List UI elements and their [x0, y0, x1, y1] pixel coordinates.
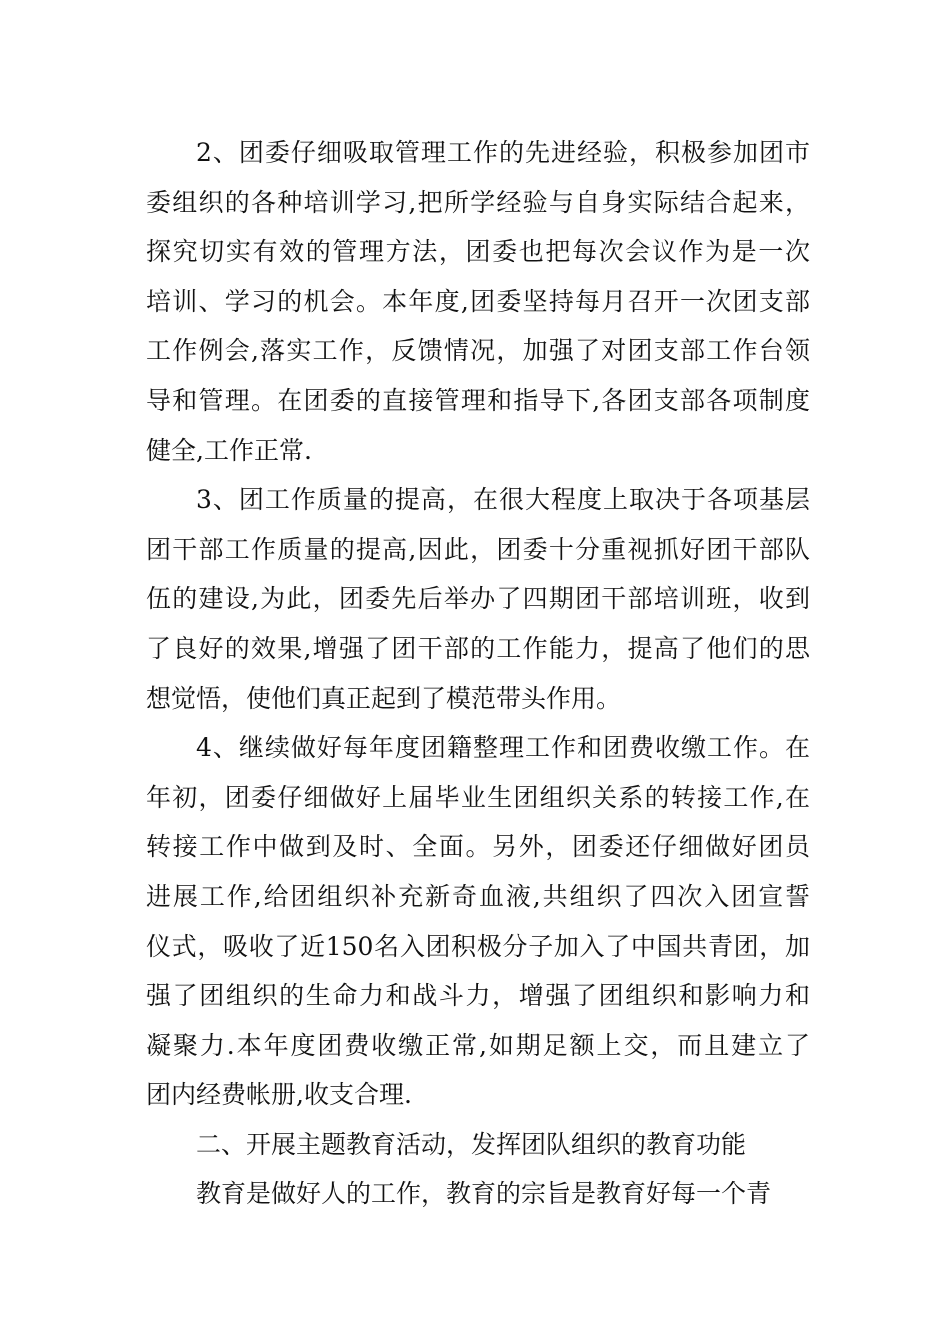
text-line: 年初，团委仔细做好上届毕业生团组织关系的转接工作,在 — [146, 782, 810, 812]
text-line: 仪式，吸收了近150名入团积极分子加入了中国共青团，加 — [146, 931, 810, 961]
text-line: 伍的建设,为此，团委先后举办了四期团干部培训班，收到 — [146, 584, 810, 614]
text-line: 了良好的效果,增强了团干部的工作能力，提高了他们的思 — [146, 633, 810, 663]
text-line: 想觉悟，使他们真正起到了模范带头作用。 — [146, 683, 622, 713]
text-line: 团干部工作质量的提高,因此，团委十分重视抓好团干部队 — [146, 534, 810, 564]
text-line: 4、继续做好每年度团籍整理工作和团费收缴工作。在 — [196, 733, 810, 763]
text-line: 导和管理。在团委的直接管理和指导下,各团支部各项制度 — [146, 385, 810, 415]
text-line: 委组织的各种培训学习,把所学经验与自身实际结合起来， — [146, 187, 810, 217]
text-line: 工作例会,落实工作，反馈情况，加强了对团支部工作台领 — [146, 336, 810, 366]
body-text — [146, 128, 810, 1219]
text-line: 二、开展主题教育活动，发挥团队组织的教育功能 — [196, 1129, 747, 1159]
text-line: 2、团委仔细吸取管理工作的先进经验，积极参加团市 — [196, 138, 810, 167]
text-line: 团内经费帐册,收支合理. — [146, 1080, 412, 1110]
text-line: 培训、学习的机会。本年度,团委坚持每月召开一次团支部 — [146, 286, 810, 316]
text-line: 转接工作中做到及时、全面。另外，团委还仔细做好团员 — [146, 832, 810, 862]
text-line: 教育是做好人的工作，教育的宗旨是教育好每一个青 — [196, 1179, 772, 1209]
text-line: 探究切实有效的管理方法，团委也把每次会议作为是一次 — [146, 237, 810, 267]
text-line: 凝聚力.本年度团费收缴正常,如期足额上交，而且建立了 — [146, 1030, 810, 1060]
text-line: 强了团组织的生命力和战斗力，增强了团组织和影响力和 — [146, 981, 810, 1011]
text-line: 进展工作,给团组织补充新奇血液,共组织了四次入团宣誓 — [146, 881, 810, 911]
text-line: 健全,工作正常. — [146, 435, 312, 465]
text-line: 3、团工作质量的提高，在很大程度上取决于各项基层 — [196, 485, 810, 515]
